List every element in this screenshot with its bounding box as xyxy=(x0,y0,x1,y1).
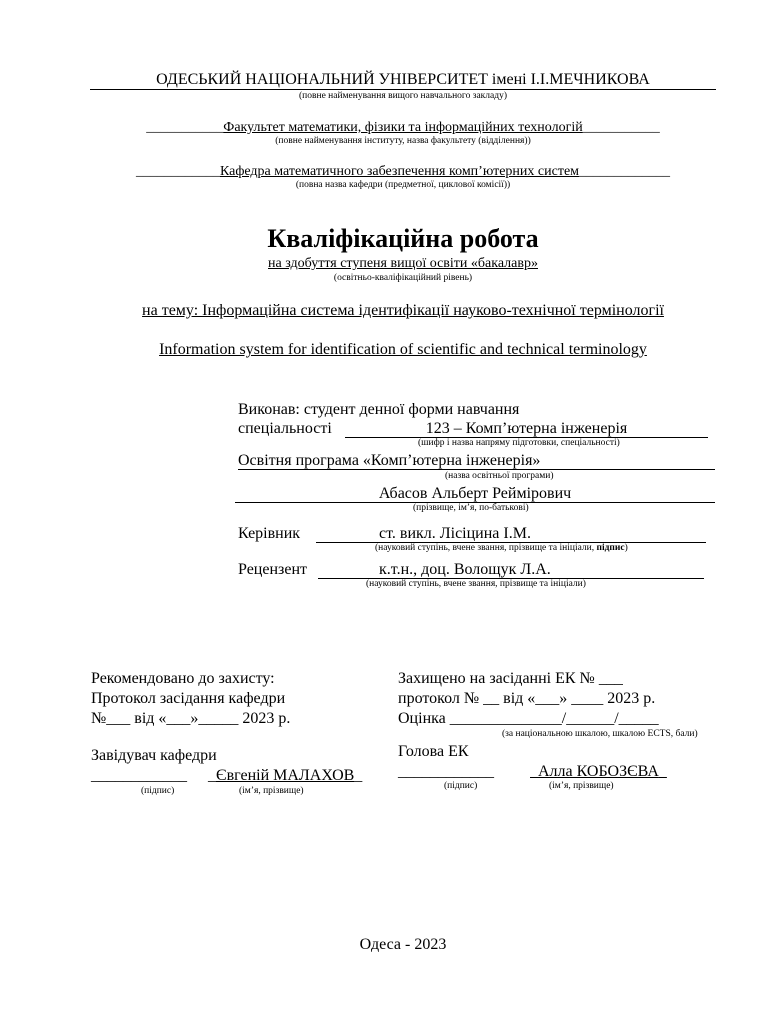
chair-sign-caption: (підпис) xyxy=(444,781,478,791)
program-caption: (назва освітньої програми) xyxy=(445,471,554,481)
chair-name: Алла КОБОЗЄВА xyxy=(538,763,659,780)
reviewer-label: Рецензент xyxy=(238,561,307,578)
supervisor-caption xyxy=(375,543,628,554)
department-prefix: ____________ xyxy=(135,164,220,179)
chair-signature-blank: ____________ xyxy=(398,763,494,780)
department-line xyxy=(90,163,716,180)
chair-name-caption: (ім’я, прізвище) xyxy=(549,781,614,791)
university-name: ОДЕСЬКИЙ НАЦІОНАЛЬНИЙ УНІВЕРСИТЕТ імені І.І.МЕЧНИКОВА xyxy=(156,71,650,88)
program-underline xyxy=(238,469,715,470)
topic-ua: на тему: Інформаційна система ідентифікації науково-технічної термінології xyxy=(142,302,664,319)
department-caption: (повна назва кафедри (предметної, циклової комісії)) xyxy=(295,180,511,190)
author-name: Абасов Альберт Реймірович xyxy=(378,485,572,502)
grade-caption: (за національною шкалою, шкалою ECTS, бали) xyxy=(502,729,698,739)
university-caption: (повне найменування вищого навчального закладу) xyxy=(299,91,507,101)
head-name-caption: (ім’я, прізвище) xyxy=(239,786,304,796)
recommended-label: Рекомендовано до захисту: xyxy=(91,670,275,687)
reviewer-value: к.т.н., доц. Волощук Л.А. xyxy=(379,561,551,578)
faculty-line xyxy=(90,119,716,136)
chair-name-prefix xyxy=(530,763,538,780)
head-name: Євгеній МАЛАХОВ xyxy=(216,767,355,784)
faculty-name: Факультет математики, фізики та інформаційних технологій xyxy=(223,120,583,135)
university-underline xyxy=(90,89,716,90)
degree-caption: (освітньо-кваліфікаційний рівень) xyxy=(333,273,473,283)
defended-label: Захищено на засіданні ЕК № ___ xyxy=(398,670,623,687)
supervisor-value: ст. викл. Лісіцина І.М. xyxy=(379,525,531,542)
head-name-suffix: _ xyxy=(354,767,363,784)
supervisor-caption-end: ) xyxy=(624,543,628,553)
department-suffix: _____________ xyxy=(579,164,671,179)
chair-name-line xyxy=(530,762,667,781)
degree-line: на здобуття ступеня вищої освіти «бакалавр» xyxy=(268,256,538,271)
specialty-caption: (шифр і назва напряму підготовки, спеціальності) xyxy=(418,438,620,448)
program-line: Освітня програма «Комп’ютерна інженерія» xyxy=(238,452,541,469)
protocol-number-line: №___ від «___»_____ 2023 р. xyxy=(91,710,291,727)
head-sign-caption: (підпис) xyxy=(141,786,175,796)
faculty-suffix: ___________ xyxy=(582,120,660,135)
head-name-line xyxy=(208,766,362,785)
supervisor-caption-text: (науковий ступінь, вчене звання, прізвище та ініціали, xyxy=(375,543,595,553)
faculty-caption: (повне найменування інституту, назва факультету (відділення)) xyxy=(275,136,531,146)
faculty-prefix: ___________ xyxy=(146,120,224,135)
supervisor-label: Керівник xyxy=(238,525,301,542)
reviewer-caption: (науковий ступінь, вчене звання, прізвище та ініціали) xyxy=(366,579,586,589)
specialty-label: спеціальності xyxy=(238,420,332,437)
author-name-caption: (прізвище, ім’я, по-батькові) xyxy=(413,503,529,513)
head-signature-blank: ____________ xyxy=(91,767,187,784)
city-year: Одеса - 2023 xyxy=(359,936,447,953)
head-name-prefix: _ xyxy=(208,767,216,784)
head-of-department-label: Завідувач кафедри xyxy=(91,747,217,764)
chair-name-suffix xyxy=(659,763,667,780)
specialty-value: 123 – Комп’ютерна інженерія xyxy=(425,420,628,437)
department-name: Кафедра математичного забезпечення комп’ютерних систем xyxy=(219,164,580,179)
ek-protocol-line: протокол № __ від «___» ____ 2023 р. xyxy=(398,690,656,707)
supervisor-caption-signature: підпис xyxy=(596,543,625,553)
grade-line: Оцінка ______________/______/_____ xyxy=(398,710,659,727)
performed-by: Виконав: студент денної форми навчання xyxy=(238,401,520,418)
ek-chair-label: Голова ЕК xyxy=(398,743,469,760)
topic-en: Information system for identification of scientific and technical terminology xyxy=(159,341,647,358)
document-title: Кваліфікаційна робота xyxy=(267,224,539,253)
protocol-label: Протокол засідання кафедри xyxy=(91,690,286,707)
